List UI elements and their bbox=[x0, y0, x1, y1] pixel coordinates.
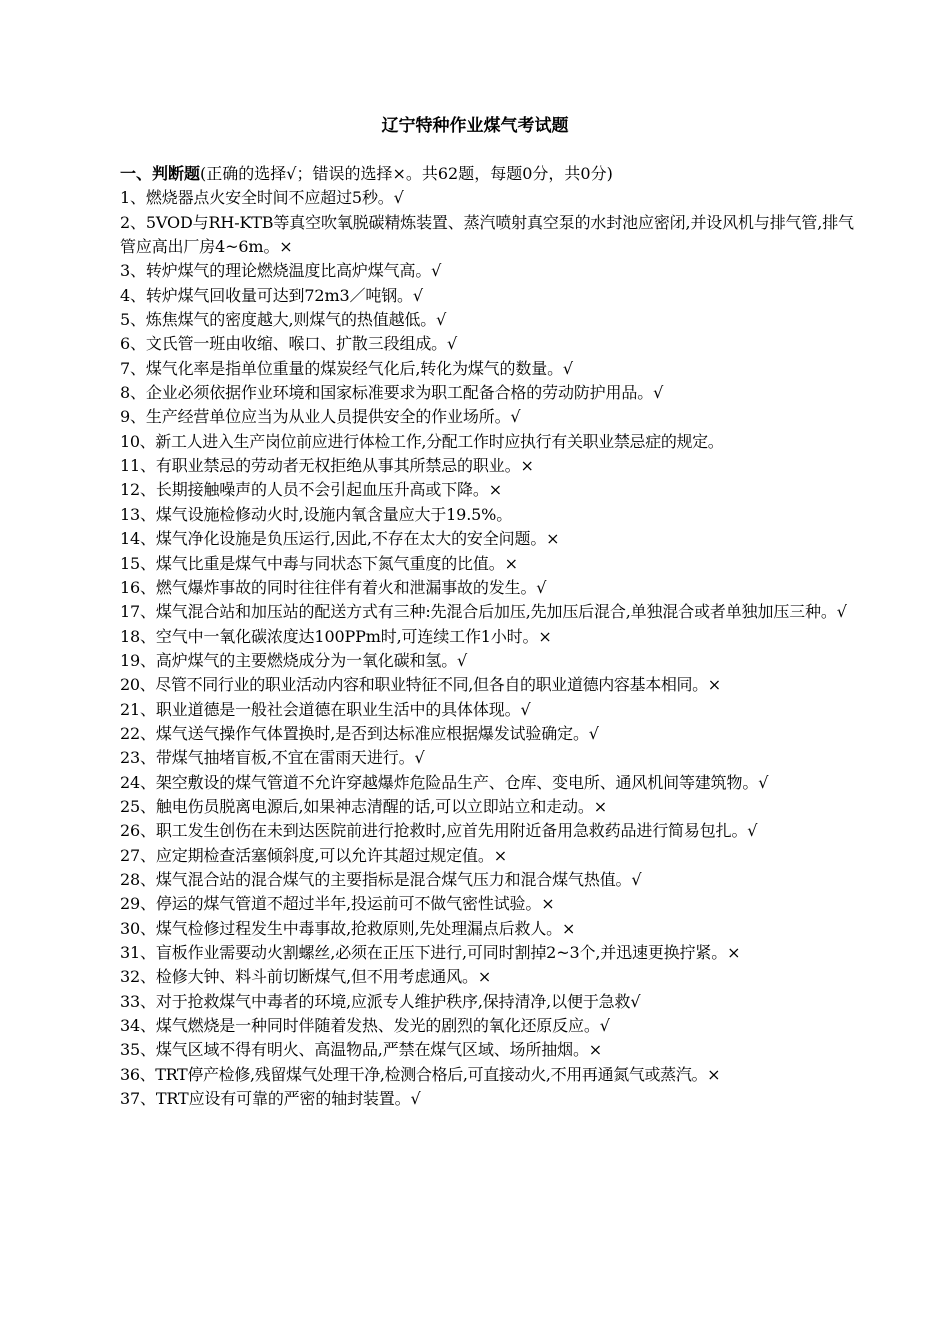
question-item: 13、煤气设施检修动火时,设施内氧含量应大于19.5%。 bbox=[120, 504, 513, 524]
question-item: 28、煤气混合站的混合煤气的主要指标是混合煤气压力和混合煤气热值。√ bbox=[120, 869, 642, 889]
question-item: 23、带煤气抽堵盲板,不宜在雷雨天进行。√ bbox=[120, 748, 425, 768]
question-item: 5、炼焦煤气的密度越大,则煤气的热值越低。√ bbox=[120, 310, 447, 330]
question-item: 8、企业必须依据作业环境和国家标准要求为职工配备合格的劳动防护用品。√ bbox=[120, 383, 664, 403]
question-item: 37、TRT应设有可靠的严密的轴封装置。√ bbox=[120, 1089, 421, 1109]
section-instruction: (正确的选择√；错误的选择×。共62题，每题0分，共0分) bbox=[200, 164, 613, 183]
question-item: 19、高炉煤气的主要燃烧成分为一氧化碳和氢。√ bbox=[120, 650, 468, 670]
question-item: 7、煤气化率是指单位重量的煤炭经气化后,转化为煤气的数量。√ bbox=[120, 358, 573, 378]
question-item: 24、架空敷设的煤气管道不允许穿越爆炸危险品生产、仓库、变电所、通风机间等建筑物。√ bbox=[120, 772, 769, 792]
question-item: 12、长期接触噪声的人员不会引起血压升高或下降。× bbox=[120, 480, 503, 500]
question-item: 35、煤气区域不得有明火、高温物品,严禁在煤气区域、场所抽烟。× bbox=[120, 1040, 603, 1060]
question-item: 33、对于抢救煤气中毒者的环境,应派专人维护秩序,保持清净,以便于急救√ bbox=[120, 991, 641, 1011]
question-item: 18、空气中一氧化碳浓度达100PPm时,可连续工作1小时。× bbox=[120, 626, 552, 646]
question-item: 16、燃气爆炸事故的同时往往伴有着火和泄漏事故的发生。√ bbox=[120, 577, 547, 597]
question-item: 21、职业道德是一般社会道德在职业生活中的具体体现。√ bbox=[120, 699, 531, 719]
question-item: 22、煤气送气操作气体置换时,是否到达标准应根据爆发试验确定。√ bbox=[120, 723, 599, 743]
document-title: 辽宁特种作业煤气考试题 bbox=[381, 116, 569, 136]
question-item: 6、文氏管一班由收缩、喉口、扩散三段组成。√ bbox=[120, 334, 458, 354]
question-item: 27、应定期检查活塞倾斜度,可以允许其超过规定值。× bbox=[120, 845, 507, 865]
question-list bbox=[120, 162, 855, 1111]
question-item: 30、煤气检修过程发生中毒事故,抢救原则,先处理漏点后救人。× bbox=[120, 918, 576, 938]
question-item: 34、煤气燃烧是一种同时伴随着发热、发光的剧烈的氧化还原反应。√ bbox=[120, 1016, 610, 1036]
question-item: 3、转炉煤气的理论燃烧温度比高炉煤气高。√ bbox=[120, 261, 442, 281]
question-item: 15、煤气比重是煤气中毒与同状态下氮气重度的比值。× bbox=[120, 553, 518, 573]
question-item: 2、5VOD与RH-KTB等真空吹氧脱碳精炼装置、蒸汽喷射真空泵的水封池应密闭,并设风机与排气管,排气管应高出厂房4~6m。× bbox=[120, 212, 854, 257]
question-item: 29、停运的煤气管道不超过半年,投运前可不做气密性试验。× bbox=[120, 894, 555, 914]
question-item: 9、生产经营单位应当为从业人员提供安全的作业场所。√ bbox=[120, 407, 521, 427]
question-item: 1、燃烧器点火安全时间不应超过5秒。√ bbox=[120, 188, 404, 208]
question-item: 20、尽管不同行业的职业活动内容和职业特征不同,但各自的职业道德内容基本相同。× bbox=[120, 675, 721, 695]
question-item: 14、煤气净化设施是负压运行,因此,不存在太大的安全问题。× bbox=[120, 529, 560, 549]
question-item: 26、职工发生创伤在未到达医院前进行抢救时,应首先用附近备用急救药品进行简易包扎。√ bbox=[120, 821, 758, 841]
question-item: 31、盲板作业需要动火割螺丝,必须在正压下进行,可同时割掉2~3个,并迅速更换拧紧。× bbox=[120, 943, 741, 962]
section-heading: 一、判断题 bbox=[120, 164, 201, 183]
question-item: 11、有职业禁忌的劳动者无权拒绝从事其所禁忌的职业。× bbox=[120, 456, 534, 476]
question-item: 17、煤气混合站和加压站的配送方式有三种:先混合后加压,先加压后混合,单独混合或者单独加压三种。√ bbox=[120, 602, 847, 622]
section-header bbox=[120, 162, 855, 186]
question-item: 25、触电伤员脱离电源后,如果神志清醒的话,可以立即站立和走动。× bbox=[120, 796, 607, 816]
question-item: 10、新工人进入生产岗位前应进行体检工作,分配工作时应执行有关职业禁忌症的规定。 bbox=[120, 431, 724, 451]
question-item: 32、检修大钟、料斗前切断煤气,但不用考虑通风。× bbox=[120, 967, 492, 987]
question-item: 36、TRT停产检修,残留煤气处理干净,检测合格后,可直接动火,不用再通氮气或蒸汽。× bbox=[120, 1064, 721, 1084]
question-item: 4、转炉煤气回收量可达到72m3／吨钢。√ bbox=[120, 285, 423, 305]
